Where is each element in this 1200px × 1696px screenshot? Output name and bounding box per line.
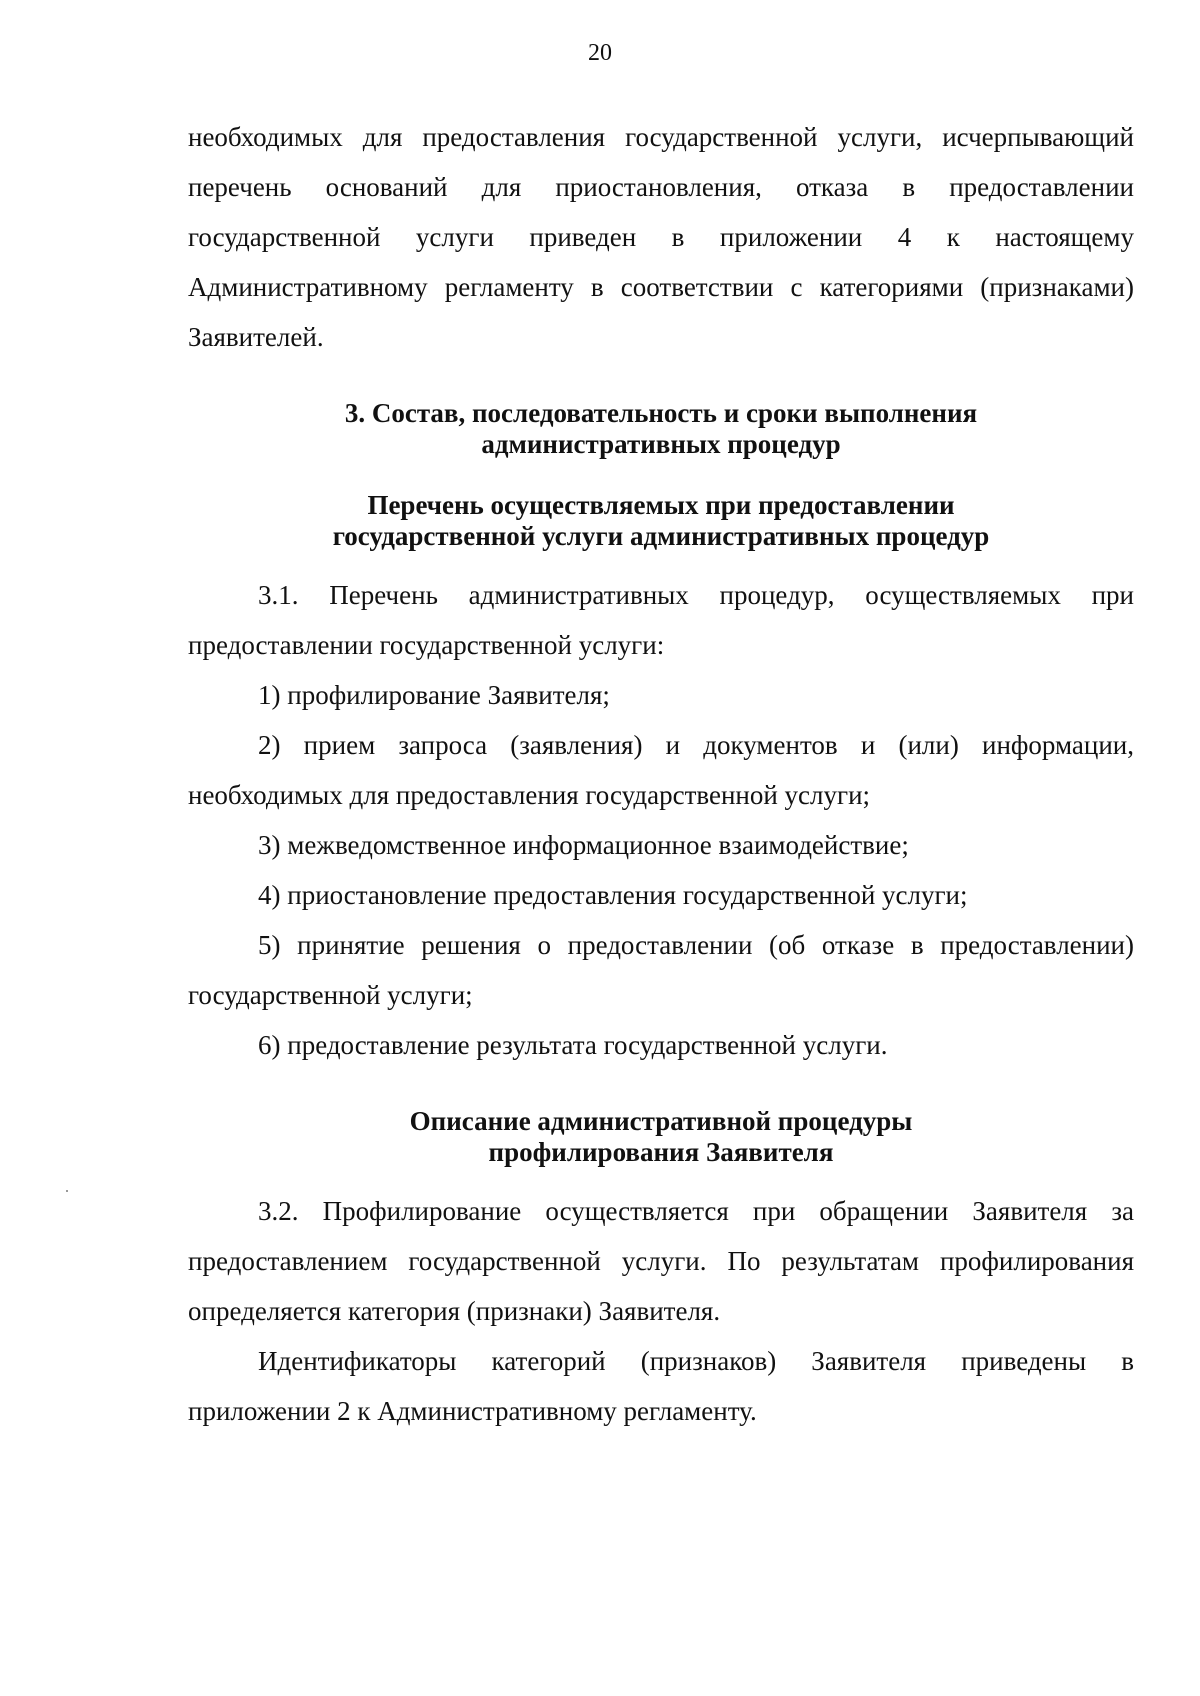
- section-3-title-line-1: 3. Состав, последовательность и сроки выполнения: [344, 398, 978, 428]
- page-number: 20: [588, 40, 612, 66]
- profiling-title-line-2: профилирования Заявителя: [488, 1137, 834, 1167]
- procedures-list-title-line-1: Перечень осуществляемых при предоставлении: [367, 490, 955, 520]
- list-item: 4) приостановление предоставления государственной услуги;: [258, 880, 968, 910]
- list-item: 3) межведомственное информационное взаимодействие;: [258, 830, 909, 860]
- section-3-title-line-2: административных процедур: [481, 429, 841, 459]
- list-item: 2) прием запроса (заявления) и документов и (или) информации, необходимых для предоставления государственной услуги;: [188, 730, 1134, 810]
- paragraph-3-1: 3.1. Перечень административных процедур, осуществляемых при предоставлении государственной услуги:: [188, 580, 1134, 660]
- procedures-list-title-line-2: государственной услуги административных процедур: [332, 521, 990, 551]
- profiling-heading: [188, 1106, 1134, 1168]
- intro-paragraph: необходимых для предоставления государственной услуги, исчерпывающий перечень оснований для приостановления, отказа в предоставлении государственной услуги приведен в приложении 4 к настоящему Административному регламенту в соответствии с категориями (признаками) Заявителей.: [188, 122, 1134, 352]
- list-item: 6) предоставление результата государственной услуги.: [258, 1030, 888, 1060]
- page-content: [188, 112, 1134, 1436]
- list-item: 5) принятие решения о предоставлении (об отказе в предоставлении) государственной услуги;: [188, 930, 1134, 1010]
- section-3-heading: [188, 398, 1134, 460]
- scan-artifact-dot: [66, 1190, 68, 1192]
- list-item: 1) профилирование Заявителя;: [258, 680, 610, 710]
- procedures-list-heading: [188, 490, 1134, 552]
- profiling-title-line-1: Описание административной процедуры: [409, 1106, 913, 1136]
- paragraph-3-2: 3.2. Профилирование осуществляется при обращении Заявителя за предоставлением государственной услуги. По результатам профилирования определяется категория (признаки) Заявителя.: [188, 1196, 1134, 1326]
- identifiers-paragraph: Идентификаторы категорий (признаков) Заявителя приведены в приложении 2 к Административному регламенту.: [188, 1346, 1134, 1426]
